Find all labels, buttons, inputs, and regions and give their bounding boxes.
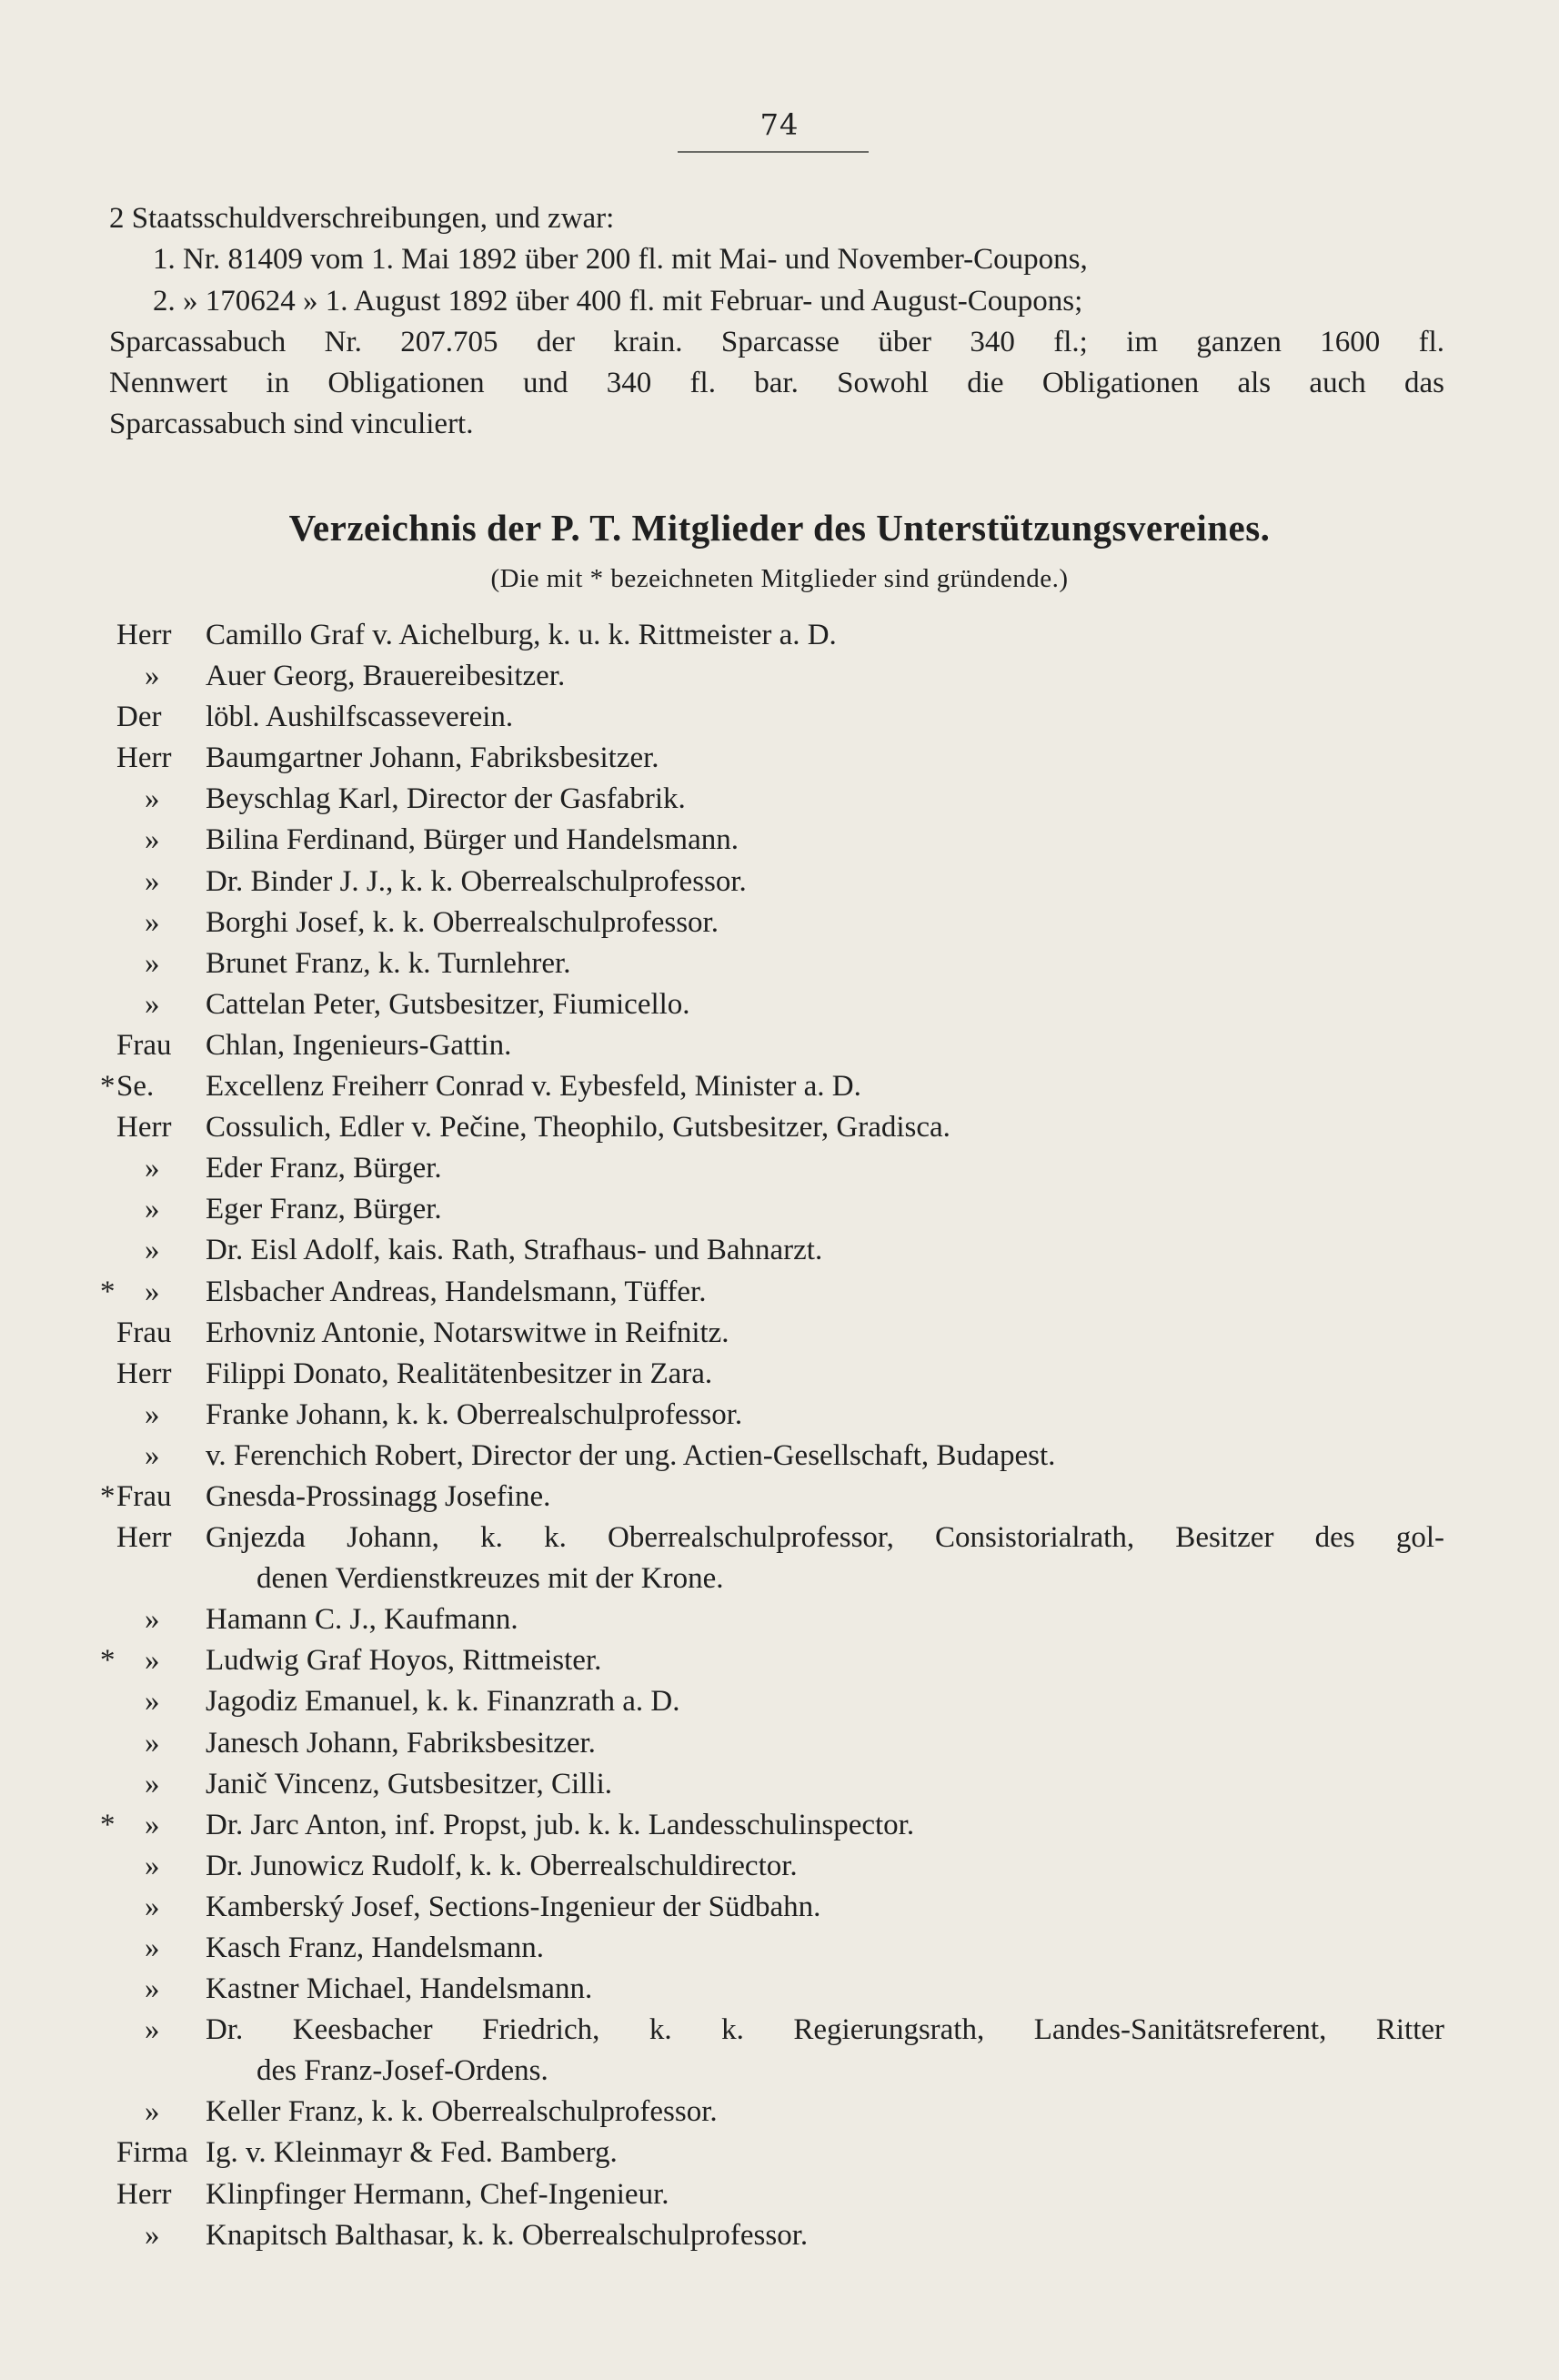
member-entry — [0, 1681, 1559, 1722]
member-title: Herr — [116, 1111, 172, 1145]
member-entry — [0, 1354, 1559, 1395]
member-description: Jagodiz Emanuel, k. k. Finanzrath a. D. — [206, 1685, 680, 1719]
member-title: » — [145, 2095, 160, 2129]
member-name — [206, 1189, 1444, 1230]
member-description: Janič Vincenz, Gutsbesitzer, Cilli. — [206, 1767, 612, 1800]
founder-star: * — [100, 1275, 116, 1308]
member-description: Gnjezda Johann, k. k. Oberrealschulprofessor, Consistorialrath, Besitzer des gol- — [206, 1521, 1444, 1555]
member-description: Keller Franz, k. k. Oberrealschulprofessor. — [206, 2095, 718, 2129]
member-entry — [0, 1764, 1559, 1805]
member-entry — [0, 903, 1559, 943]
member-title: » — [145, 1849, 160, 1882]
member-title: » — [145, 660, 160, 693]
member-title: » — [145, 1890, 160, 1923]
member-entry — [0, 738, 1559, 779]
member-title: » — [145, 987, 160, 1021]
intro-line: 2. » 170624 » 1. August 1892 über 400 fl. mit Februar- und August-Coupons; — [153, 284, 1083, 318]
member-title: Se. — [116, 1070, 155, 1104]
member-description: Ludwig Graf Hoyos, Rittmeister. — [206, 1644, 602, 1678]
member-description: Baumgartner Johann, Fabriksbesitzer. — [206, 741, 659, 775]
member-entry — [0, 779, 1559, 820]
member-title: Herr — [116, 1521, 172, 1555]
member-name — [206, 1599, 1444, 1640]
member-entry — [0, 1189, 1559, 1230]
member-name — [206, 1723, 1444, 1764]
member-entry — [0, 2215, 1559, 2256]
member-entry — [0, 1272, 1559, 1313]
member-description: Hamann C. J., Kaufmann. — [206, 1603, 518, 1637]
intro-line: Sparcassabuch Nr. 207.705 der krain. Sparcasse über 340 fl.; im ganzen 1600 fl. — [109, 325, 1444, 358]
member-title: Frau — [116, 1028, 172, 1062]
member-entry — [0, 1107, 1559, 1148]
member-name — [206, 1025, 1444, 1066]
member-entry — [0, 656, 1559, 697]
member-description: Janesch Johann, Fabriksbesitzer. — [206, 1726, 596, 1760]
member-title: » — [145, 1644, 160, 1678]
founder-star: * — [100, 1808, 116, 1841]
member-name — [206, 2010, 1444, 2092]
member-name — [206, 1887, 1444, 1928]
member-name — [206, 2133, 1444, 2173]
member-entry — [0, 2010, 1559, 2092]
member-title: Herr — [116, 1356, 172, 1390]
member-title: » — [145, 1603, 160, 1637]
member-description: Cattelan Peter, Gutsbesitzer, Fiumicello. — [206, 987, 690, 1021]
intro-line: Sparcassabuch sind vinculiert. — [109, 408, 474, 441]
intro-line: Nennwert in Obligationen und 340 fl. bar. Sowohl die Obligationen als auch das — [109, 367, 1444, 400]
member-description: Kamberský Josef, Sections-Ingenieur der Südbahn. — [206, 1890, 821, 1923]
member-name — [206, 2174, 1444, 2215]
member-entry — [0, 2092, 1559, 2133]
member-description: Erhovniz Antonie, Notarswitwe in Reifnitz. — [206, 1316, 729, 1349]
member-title: » — [145, 1726, 160, 1760]
member-entry — [0, 1846, 1559, 1887]
member-name — [206, 615, 1444, 656]
member-name — [206, 1230, 1444, 1271]
member-description-continued: des Franz-Josef-Ordens. — [256, 2054, 548, 2088]
member-description: Auer Georg, Brauereibesitzer. — [206, 660, 566, 693]
member-entry — [0, 1395, 1559, 1436]
member-description: Gnesda-Prossinagg Josefine. — [206, 1479, 551, 1513]
member-entry — [0, 615, 1559, 656]
member-title: » — [145, 1193, 160, 1226]
member-title: » — [145, 2013, 160, 2047]
member-title: Herr — [116, 2177, 172, 2211]
member-description: Kastner Michael, Handelsmann. — [206, 1972, 593, 2006]
member-entry — [0, 820, 1559, 861]
member-description: Dr. Junowicz Rudolf, k. k. Oberrealschuldirector. — [206, 1849, 798, 1882]
member-title: » — [145, 905, 160, 939]
member-entry — [0, 1313, 1559, 1354]
member-entry — [0, 862, 1559, 903]
member-description: Cossulich, Edler v. Pečine, Theophilo, Gutsbesitzer, Gradisca. — [206, 1111, 950, 1145]
member-title: » — [145, 1397, 160, 1431]
member-name — [206, 779, 1444, 820]
member-name — [206, 1436, 1444, 1477]
member-description: Beyschlag Karl, Director der Gasfabrik. — [206, 782, 686, 816]
member-name — [206, 1805, 1444, 1846]
member-entry — [0, 1148, 1559, 1189]
member-name — [206, 1477, 1444, 1518]
member-title: » — [145, 946, 160, 980]
member-name — [206, 1928, 1444, 1969]
member-name — [206, 1518, 1444, 1599]
member-title: Firma — [116, 2136, 188, 2170]
member-entry — [0, 1436, 1559, 1477]
member-title: » — [145, 2218, 160, 2252]
member-description: Dr. Keesbacher Friedrich, k. k. Regierungsrath, Landes-Sanitätsreferent, Ritter — [206, 2013, 1444, 2047]
member-title: » — [145, 1234, 160, 1267]
member-description-continued: denen Verdienstkreuzes mit der Krone. — [256, 1562, 724, 1596]
member-entry — [0, 1723, 1559, 1764]
member-entry — [0, 984, 1559, 1025]
member-description: Klinpfinger Hermann, Chef-Ingenieur. — [206, 2177, 669, 2211]
section-title: Verzeichnis der P. T. Mitglieder des Unterstützungsvereines. — [288, 507, 1271, 549]
member-name — [206, 820, 1444, 861]
member-description: Excellenz Freiherr Conrad v. Eybesfeld, Minister a. D. — [206, 1070, 861, 1104]
member-description: v. Ferenchich Robert, Director der ung. Actien-Gesellschaft, Budapest. — [206, 1438, 1056, 1472]
intro-line: 1. Nr. 81409 vom 1. Mai 1892 über 200 fl. mit Mai- und November-Coupons, — [153, 243, 1088, 277]
intro-paragraph — [109, 198, 1444, 446]
member-title: Der — [116, 701, 162, 734]
member-title: » — [145, 1438, 160, 1472]
member-name — [206, 738, 1444, 779]
member-title: » — [145, 1152, 160, 1185]
member-entry — [0, 943, 1559, 984]
member-list — [0, 615, 1559, 2256]
member-entry — [0, 1640, 1559, 1681]
member-name — [206, 1640, 1444, 1681]
member-description: Eder Franz, Bürger. — [206, 1152, 442, 1185]
founder-star: * — [100, 1070, 116, 1104]
member-name — [206, 943, 1444, 984]
founder-star: * — [100, 1644, 116, 1678]
member-title: Herr — [116, 741, 172, 775]
member-description: Filippi Donato, Realitätenbesitzer in Zara. — [206, 1356, 713, 1390]
member-description: Elsbacher Andreas, Handelsmann, Tüffer. — [206, 1275, 707, 1308]
member-name — [206, 1107, 1444, 1148]
member-entry — [0, 1887, 1559, 1928]
member-description: Bilina Ferdinand, Bürger und Handelsmann. — [206, 823, 739, 857]
member-name — [206, 2215, 1444, 2256]
member-name — [206, 1681, 1444, 1722]
member-name — [206, 1354, 1444, 1395]
member-description: Dr. Binder J. J., k. k. Oberrealschulprofessor. — [206, 864, 747, 898]
page-number: 74 — [759, 107, 800, 142]
member-name — [206, 984, 1444, 1025]
member-description: Franke Johann, k. k. Oberrealschulprofessor. — [206, 1397, 743, 1431]
member-name — [206, 1272, 1444, 1313]
member-description: Borghi Josef, k. k. Oberrealschulprofessor. — [206, 905, 719, 939]
member-entry — [0, 1477, 1559, 1518]
member-name — [206, 1395, 1444, 1436]
page-number-rule — [678, 151, 869, 153]
member-entry — [0, 1230, 1559, 1271]
member-name — [206, 656, 1444, 697]
member-description: Eger Franz, Bürger. — [206, 1193, 442, 1226]
member-title: » — [145, 1275, 160, 1308]
member-entry — [0, 697, 1559, 738]
member-entry — [0, 1518, 1559, 1599]
member-title: Herr — [116, 619, 172, 651]
member-description: Camillo Graf v. Aichelburg, k. u. k. Rittmeister a. D. — [206, 619, 837, 651]
member-description: löbl. Aushilfscasseverein. — [206, 701, 514, 734]
member-name — [206, 1148, 1444, 1189]
member-description: Ig. v. Kleinmayr & Fed. Bamberg. — [206, 2136, 618, 2170]
member-entry — [0, 1969, 1559, 2010]
member-name — [206, 1313, 1444, 1354]
member-description: Knapitsch Balthasar, k. k. Oberrealschulprofessor. — [206, 2218, 809, 2252]
member-entry — [0, 2174, 1559, 2215]
member-name — [206, 1846, 1444, 1887]
member-entry — [0, 1066, 1559, 1107]
founder-star: * — [100, 1479, 116, 1513]
section-subtitle: (Die mit * bezeichneten Mitglieder sind gründende.) — [490, 564, 1069, 593]
member-name — [206, 862, 1444, 903]
member-description: Chlan, Ingenieurs-Gattin. — [206, 1028, 512, 1062]
member-entry — [0, 2133, 1559, 2173]
member-description: Dr. Eisl Adolf, kais. Rath, Strafhaus- und Bahnarzt. — [206, 1234, 823, 1267]
member-name — [206, 697, 1444, 738]
member-title: » — [145, 782, 160, 816]
member-description: Dr. Jarc Anton, inf. Propst, jub. k. k. Landesschulinspector. — [206, 1808, 915, 1841]
member-title: » — [145, 864, 160, 898]
member-name — [206, 2092, 1444, 2133]
intro-line: 2 Staatsschuldverschreibungen, und zwar: — [109, 202, 615, 235]
member-entry — [0, 1599, 1559, 1640]
member-title: » — [145, 1931, 160, 1964]
member-title: » — [145, 1972, 160, 2006]
member-title: Frau — [116, 1479, 172, 1513]
member-name — [206, 903, 1444, 943]
member-name — [206, 1969, 1444, 2010]
member-title: » — [145, 1808, 160, 1841]
member-name — [206, 1764, 1444, 1805]
member-description: Kasch Franz, Handelsmann. — [206, 1931, 545, 1964]
member-entry — [0, 1025, 1559, 1066]
member-title: Frau — [116, 1316, 172, 1349]
member-title: » — [145, 1685, 160, 1719]
member-title: » — [145, 1767, 160, 1800]
member-entry — [0, 1805, 1559, 1846]
member-name — [206, 1066, 1444, 1107]
member-description: Brunet Franz, k. k. Turnlehrer. — [206, 946, 571, 980]
member-title: » — [145, 823, 160, 857]
member-entry — [0, 1928, 1559, 1969]
